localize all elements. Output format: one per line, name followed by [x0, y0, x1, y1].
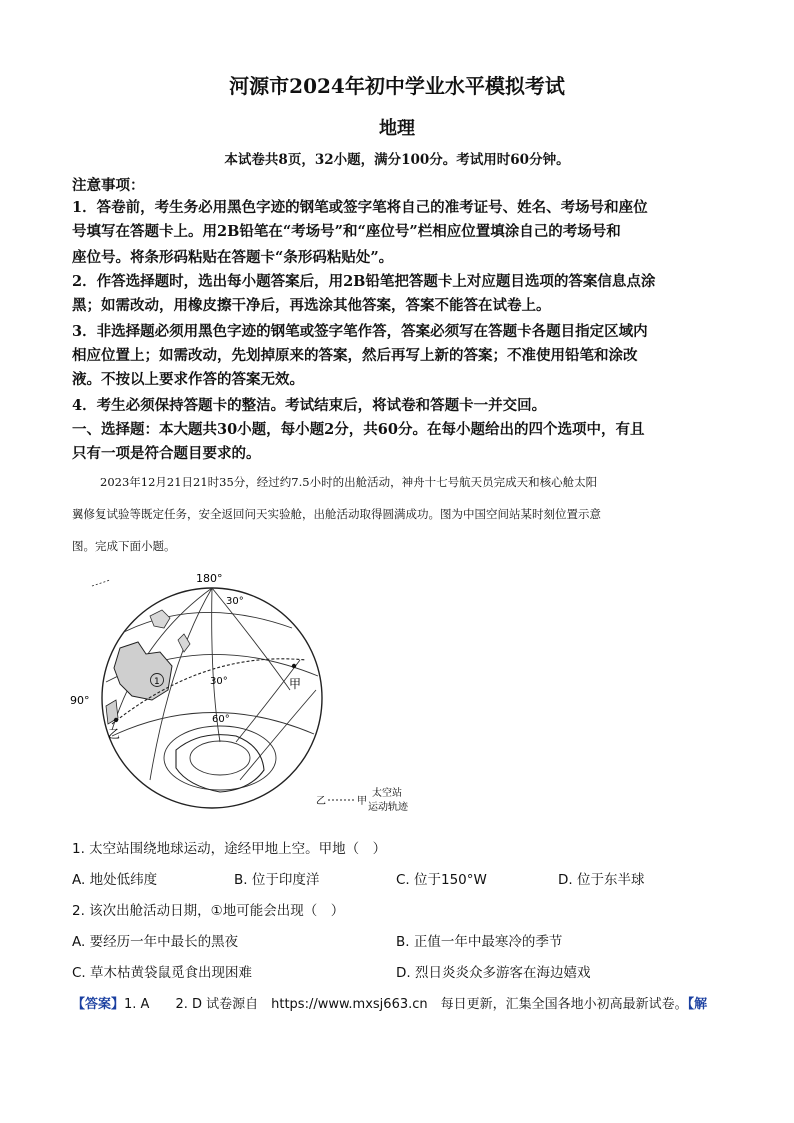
landmasses [106, 610, 264, 792]
section-heading: 一、选择题：本大题共30小题，每小题2分，共60分。在每小题给出的四个选项中，有且 [72, 421, 645, 438]
section-heading: 只有一项是符合题目要求的。 [72, 445, 261, 462]
point-yi-marker [114, 718, 118, 722]
notice-line: 黑；如需改动，用橡皮擦干净后，再选涂其他答案，答案不能答在试卷上。 [72, 297, 551, 314]
notice-line: 2．作答选择题时，选出每小题答案后，用2B铅笔把答题卡上对应题目选项的答案信息点涂 [72, 273, 656, 290]
exam-info: 本试卷共8页，32小题，满分100分。考试用时60分钟。 [224, 152, 570, 168]
lat-30-upper-label: 30° [226, 596, 244, 607]
page-title: 河源市2024年初中学业水平模拟考试 [229, 74, 565, 98]
lat-30-mid-label: 30° [210, 676, 228, 687]
circle-1-label: 1 [154, 677, 160, 687]
answer-label: 【答案】 [72, 997, 125, 1012]
question-2-stem: 2. 该次出舱活动日期，①地可能会出现（ ） [72, 903, 345, 919]
notice-line: 号填写在答题卡上。用2B铅笔在“考场号”和“座位号”栏相应位置填涂自己的考场号和 [72, 223, 621, 240]
meridian [236, 660, 300, 742]
question-1-option-a: A. 地处低纬度 [72, 872, 158, 888]
notice-line: 液。不按以上要求作答的答案无效。 [72, 371, 304, 388]
notice-line: 1．答卷前，考生务必用黑色字迹的钢笔或签字笔将自己的准考证号、姓名、考场号和座位 [72, 199, 648, 216]
notice-line: 4．考生必须保持答题卡的整洁。考试结束后，将试卷和答题卡一并交回。 [72, 397, 547, 414]
question-2-option-c: C. 草木枯黄袋鼠觅食出现困难 [72, 965, 253, 981]
point-yi-label: 乙 [108, 727, 121, 741]
latitude-line [124, 612, 292, 632]
meridian [240, 690, 316, 780]
notice-line: 3．非选择题必须用黑色字迹的钢笔或签字笔作答，答案必须写在答题卡各题目指定区域内 [72, 323, 648, 340]
question-stem: 2023年12月21日21时35分，经过约7.5小时的出舱活动，神舟十七号航天员完成天和核心舱太阳 [100, 475, 598, 489]
antarctic-circle [164, 726, 276, 790]
question-2-option-a: A. 要经历一年中最长的黑夜 [72, 934, 239, 950]
question-stem: 翼修复试验等既定任务，安全返回问天实验舱，出舱活动取得圆满成功。图为中国空间站某时刻位置示意 [72, 507, 601, 521]
lon-90-label: 90° [70, 694, 90, 707]
question-1-stem: 1. 太空站围绕地球运动，途经甲地上空。甲地（ ） [72, 841, 387, 857]
question-2-option-b: B. 正值一年中最寒冷的季节 [396, 934, 563, 950]
notice-line: 相应位置上；如需改动，先划掉原来的答案，然后再写上新的答案；不准使用铅笔和涂改 [72, 347, 638, 364]
meridian [212, 588, 290, 690]
question-1-option-c: C. 位于150°W [396, 872, 487, 888]
lat-60-label: 60° [212, 714, 230, 725]
notice-line: 座位号。将条形码粘贴在答题卡“条形码粘贴处”。 [72, 249, 394, 266]
antarctica-shape [176, 735, 264, 792]
legend-to-label: 甲 [357, 796, 367, 807]
lon-180-label: 180° [196, 572, 223, 585]
point-jia-marker [292, 664, 296, 668]
question-2-option-d: D. 烈日炎炎众多游客在海边嬉戏 [396, 965, 591, 981]
answer-text: 1. A 2. D 试卷源自 https://www.mxsj663.cn 每日更新，汇集全国各地小初高最新试卷。 [124, 997, 688, 1012]
space-station-figure [60, 562, 420, 824]
australia-shape [114, 642, 172, 700]
orbit-track-extension [92, 580, 110, 586]
polar-circle-inner [190, 741, 250, 775]
question-stem: 图。完成下面小题。 [72, 539, 176, 553]
analysis-label: 【解 [687, 997, 708, 1012]
question-1-option-d: D. 位于东半球 [558, 872, 645, 888]
legend-title: 太空站 [372, 788, 402, 799]
answer-line [72, 993, 707, 1012]
subject-title: 地理 [379, 118, 415, 139]
legend-subtitle: 运动轨迹 [368, 802, 408, 813]
point-jia-label: 甲 [289, 677, 302, 691]
question-1-option-b: B. 位于印度洋 [234, 872, 320, 888]
notice-heading: 注意事项： [72, 177, 145, 194]
island-shape [150, 610, 170, 628]
legend-from-label: 乙 [316, 796, 326, 807]
